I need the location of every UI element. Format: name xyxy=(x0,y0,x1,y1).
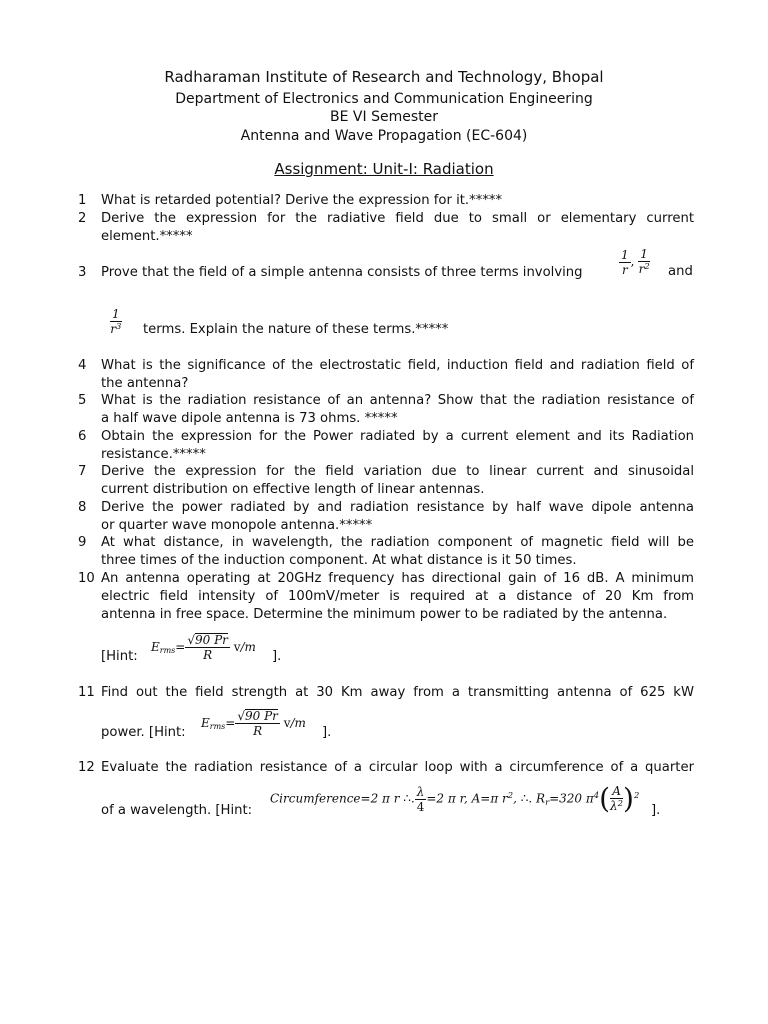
question-number: 7 xyxy=(78,464,87,479)
question-text-line: a half wave dipole antenna is 73 ohms. ***** xyxy=(101,411,398,426)
question-text-line: Find out the field strength at 30 Km away from a transmitting antenna of 625 kW xyxy=(101,685,694,700)
question-text: and xyxy=(668,264,693,279)
hint-close: ]. xyxy=(651,803,661,818)
question-text-line: Obtain the expression for the Power radiated by a current element and its Radiation xyxy=(101,429,694,444)
question-number: 3 xyxy=(78,265,87,280)
question-text-line: At what distance, in wavelength, the radiation component of magnetic field will be xyxy=(101,535,694,550)
question-text-line: What is the significance of the electrostatic field, induction field and radiation field of xyxy=(101,358,694,373)
question-text-line: or quarter wave monopole antenna.***** xyxy=(101,518,373,533)
question-text-line: Derive the power radiated by and radiation resistance by half wave dipole antenna xyxy=(101,500,694,515)
hint-label: [Hint: xyxy=(101,649,138,664)
formula-erms: Erms= $\frac{√90 Pr}{R}$ v/m xyxy=(201,709,306,738)
question-number: 10 xyxy=(78,571,95,586)
institute-name: Radharaman Institute of Research and Technology, Bhopal xyxy=(164,68,604,86)
question-text-line: three times of the induction component. At what distance is it 50 times. xyxy=(101,553,577,568)
formula-inverse-r-cubed: $\frac{1}{r^3}$ xyxy=(110,307,122,336)
question-number: 12 xyxy=(78,760,95,775)
question-text: Prove that the field of a simple antenna consists of three terms involving xyxy=(101,265,583,280)
question-text-line: the antenna? xyxy=(101,376,189,391)
question-text-line: element.***** xyxy=(101,229,193,244)
question-number: 1 xyxy=(78,193,87,208)
question-text-line: current distribution on effective length of linear antennas. xyxy=(101,482,485,497)
question-number: 4 xyxy=(78,358,87,373)
question-text-line: resistance.***** xyxy=(101,447,206,462)
semester: BE VI Semester xyxy=(330,109,438,125)
assignment-title: Assignment: Unit-I: Radiation xyxy=(274,160,494,178)
question-number: 2 xyxy=(78,211,87,226)
department-name: Department of Electronics and Communication Engineering xyxy=(175,91,593,107)
question-text: What is retarded potential? Derive the expression for it.***** xyxy=(101,193,503,208)
question-number: 6 xyxy=(78,429,87,444)
question-number: 5 xyxy=(78,393,87,408)
hint-close: ]. xyxy=(272,649,282,664)
question-text-line: Derive the expression for the field variation due to linear current and sinusoidal xyxy=(101,464,694,479)
question-text: terms. Explain the nature of these terms.***** xyxy=(143,322,449,337)
hint-label: power. [Hint: xyxy=(101,725,186,740)
hint-close: ]. xyxy=(322,725,332,740)
question-number: 11 xyxy=(78,685,95,700)
question-text-line: Derive the expression for the radiative field due to small or elementary current xyxy=(101,211,694,226)
subject: Antenna and Wave Propagation (EC-604) xyxy=(240,128,528,144)
question-text-line: Evaluate the radiation resistance of a circular loop with a circumference of a quarter xyxy=(101,760,694,775)
question-text-line: An antenna operating at 20GHz frequency has directional gain of 16 dB. A minimum xyxy=(101,571,694,586)
formula-erms: Erms= $\frac{√90 Pr}{R}$ v/m xyxy=(151,633,256,662)
question-text-line: antenna in free space. Determine the minimum power to be radiated by the antenna. xyxy=(101,607,668,622)
question-text-line: electric field intensity of 100mV/meter is required at a distance of 20 Km from xyxy=(101,589,694,604)
question-text-line: What is the radiation resistance of an antenna? Show that the radiation resistance of xyxy=(101,393,694,408)
question-number: 9 xyxy=(78,535,87,550)
formula-loop-resistance: Circumference=2 π r ∴. $\frac{\lambda}{4}$ =2 π r, A=π $r^2$, ∴. $R_r=320$ $\pi^4$( $\frac{A}{\lambda^2}$ )$^2$ xyxy=(270,782,640,815)
hint-label: of a wavelength. [Hint: xyxy=(101,803,253,818)
question-number: 8 xyxy=(78,500,87,515)
formula-inverse-r-terms: $\frac{1}{r}$ , $\frac{1}{r^2}$ xyxy=(621,247,650,277)
